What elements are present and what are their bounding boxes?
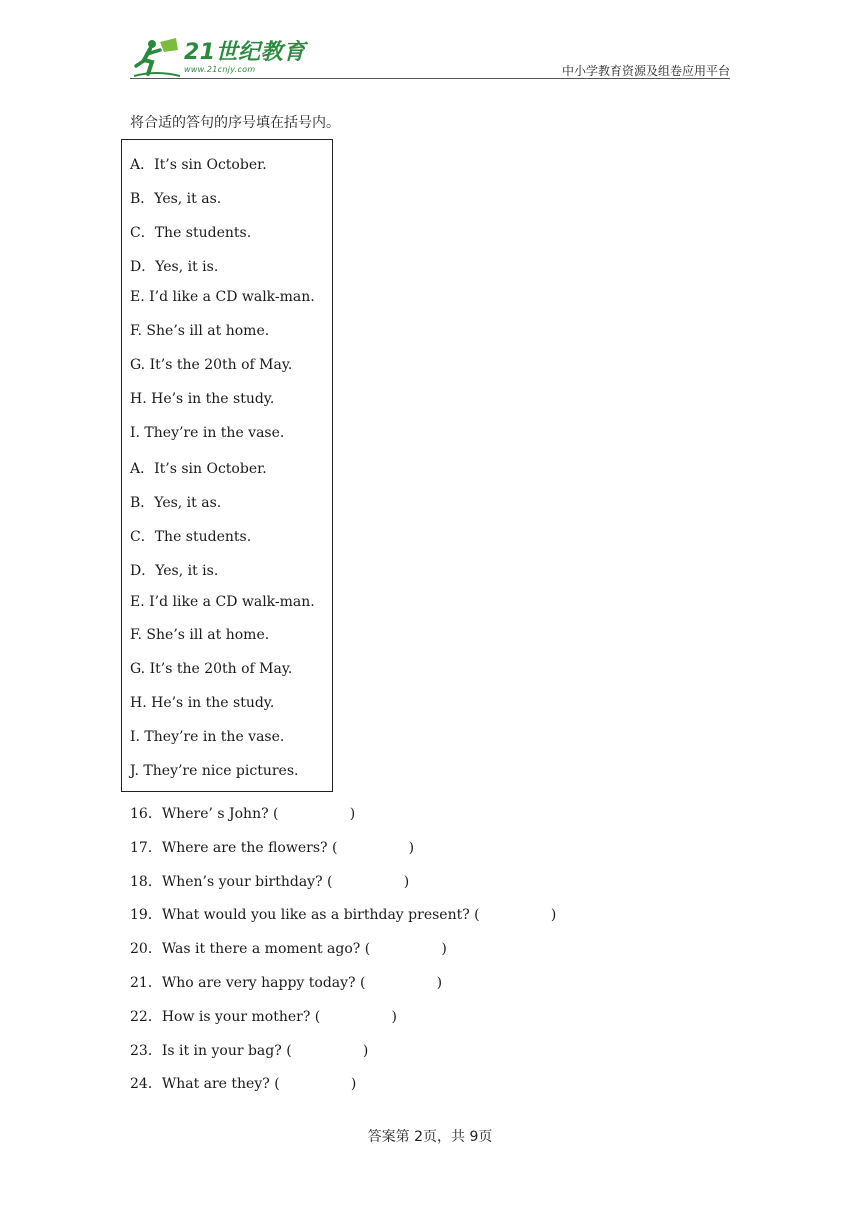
- option-item: C．The students.: [130, 529, 252, 545]
- option-item: E. I’d like a CD walk-man.: [130, 289, 315, 305]
- option-item: A．It’s sin October.: [130, 461, 267, 477]
- answer-options-box: [121, 139, 333, 792]
- question-22: 22．How is your mother? ( ): [130, 1009, 397, 1025]
- instruction-text: 将合适的答句的序号填在括号内。: [130, 115, 340, 131]
- option-item: C．The students.: [130, 225, 252, 241]
- option-item: B．Yes, it as.: [130, 495, 222, 511]
- brand-logo: [130, 36, 306, 80]
- question-17: 17．Where are the flowers? ( ): [130, 840, 415, 856]
- option-item: I. They’re in the vase.: [130, 729, 285, 745]
- page-header: [130, 36, 730, 82]
- brand-name: 21世纪教育: [184, 40, 306, 65]
- question-16: 16．Where’ s John? ( ): [130, 806, 356, 822]
- option-item: B．Yes, it as.: [130, 191, 222, 207]
- header-divider: [130, 78, 730, 79]
- platform-title: 中小学教育资源及组卷应用平台: [561, 64, 730, 78]
- option-item: H. He’s in the study.: [130, 695, 275, 711]
- option-item: H. He’s in the study.: [130, 391, 275, 407]
- option-item: J. They’re nice pictures.: [130, 763, 299, 779]
- brand-url: www.21cnjy.com: [184, 65, 256, 74]
- runner-logo-icon: [130, 36, 182, 80]
- option-item: I. They’re in the vase.: [130, 425, 285, 441]
- page-footer: 答案第 2页，共 9页: [367, 1129, 493, 1145]
- question-18: 18．When’s your birthday? ( ): [130, 874, 410, 890]
- option-item: D．Yes, it is.: [130, 563, 219, 579]
- option-item: E. I’d like a CD walk-man.: [130, 594, 315, 610]
- option-item: G. It’s the 20th of May.: [130, 661, 293, 677]
- question-19: 19．What would you like as a birthday present? ( ): [130, 907, 557, 923]
- question-24: 24．What are they? ( ): [130, 1076, 357, 1092]
- question-20: 20．Was it there a moment ago? ( ): [130, 941, 447, 957]
- option-item: F. She’s ill at home.: [130, 323, 270, 339]
- option-item: A．It’s sin October.: [130, 157, 267, 173]
- question-23: 23．Is it in your bag? ( ): [130, 1043, 369, 1059]
- option-item: F. She’s ill at home.: [130, 627, 270, 643]
- question-21: 21．Who are very happy today? ( ): [130, 975, 443, 991]
- option-item: G. It’s the 20th of May.: [130, 357, 293, 373]
- option-item: D．Yes, it is.: [130, 259, 219, 275]
